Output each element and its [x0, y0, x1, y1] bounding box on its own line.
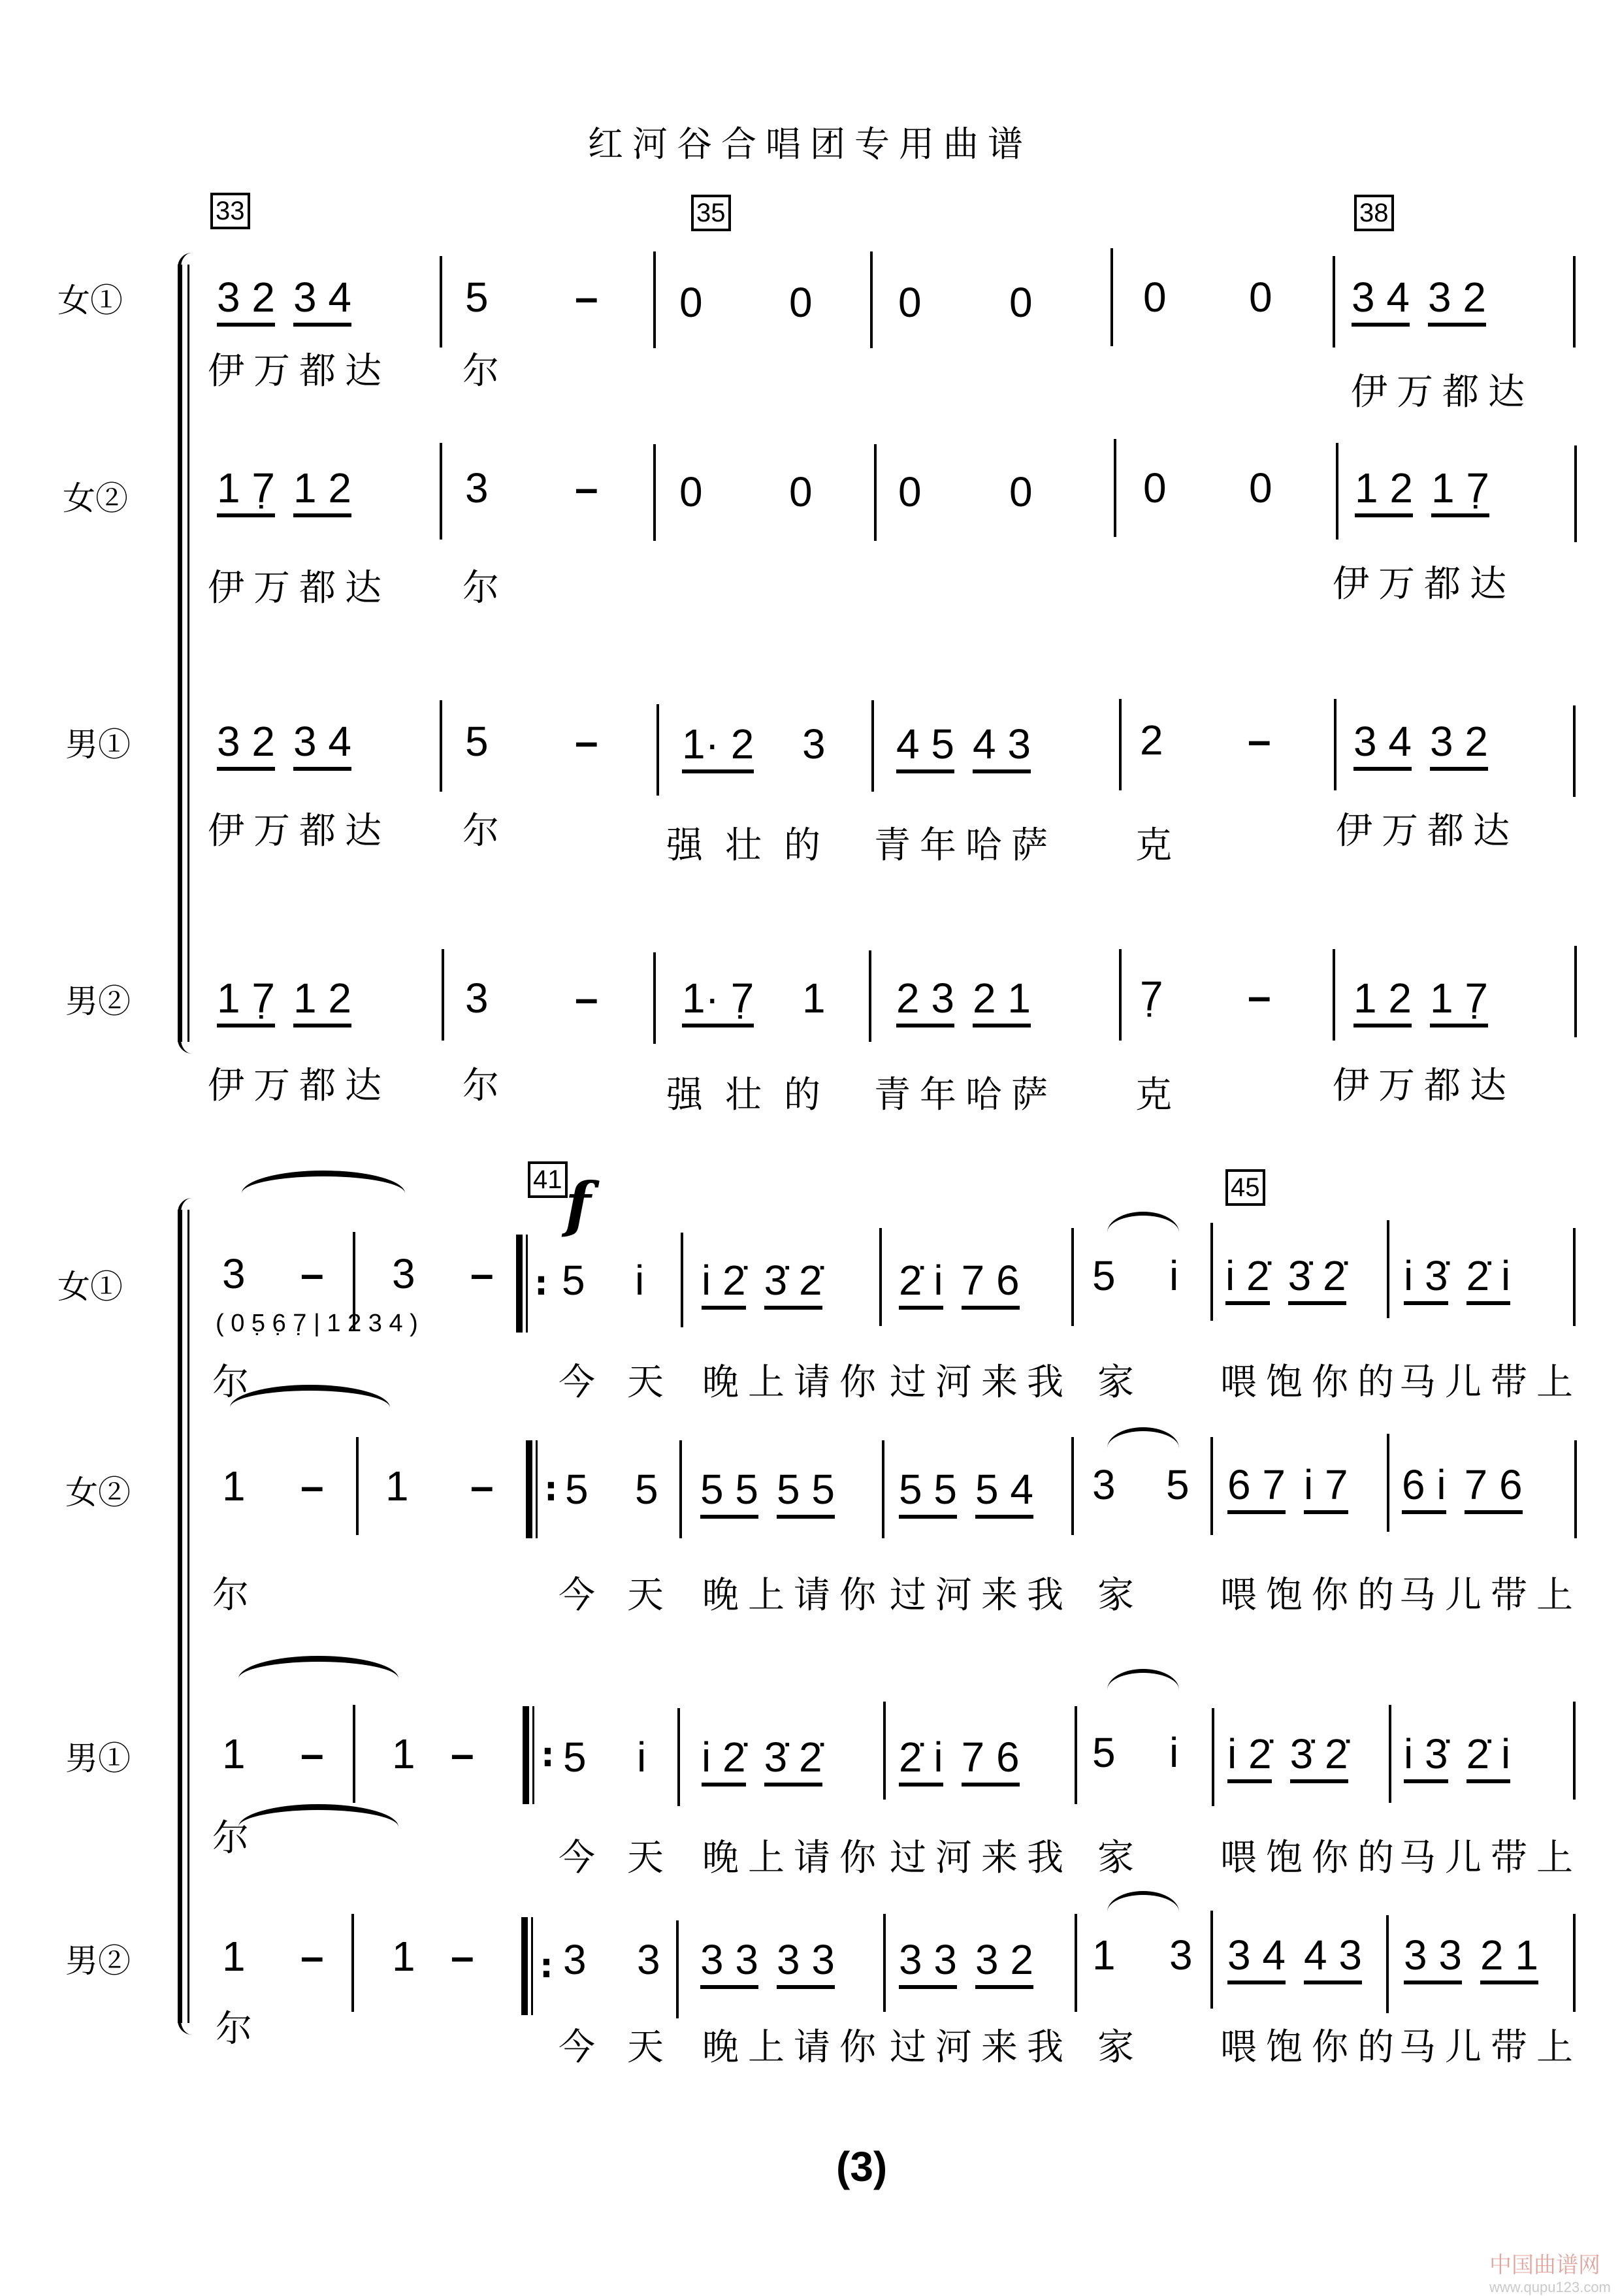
barline	[1573, 256, 1576, 348]
barline	[1574, 946, 1577, 1037]
dotted-notes: 1· 2	[682, 720, 754, 768]
beamed-notes: 3 4	[1227, 1932, 1286, 1979]
beamed-notes: 7 6	[961, 1257, 1020, 1304]
measure-42	[692, 1734, 832, 1787]
note: 7̣	[1140, 973, 1163, 1020]
lyric: 天	[627, 1574, 673, 1617]
note: 5	[1092, 1252, 1116, 1299]
repeat-start: :	[523, 1706, 540, 1804]
dash: –	[470, 1250, 494, 1297]
lyric: 尔	[462, 350, 508, 393]
barline	[1573, 1914, 1576, 2012]
measure-43	[890, 1937, 1043, 1989]
beamed-notes: 3 4	[1352, 274, 1410, 321]
system-bracket	[178, 265, 189, 1042]
note: 1	[222, 1933, 246, 1980]
barline	[882, 1440, 884, 1538]
barline	[1212, 1708, 1214, 1806]
accompaniment-figure: ( 0 5̣ 6̣ 7̣ | 1 2 3 4 )	[216, 1310, 418, 1337]
beamed-notes: 3 2	[1429, 718, 1488, 765]
beamed-notes: i 2̇	[702, 1734, 746, 1781]
lyric: 喂饱你的	[1220, 2026, 1403, 2069]
note: 1	[222, 1730, 246, 1777]
beamed-notes: 4 5	[896, 720, 954, 768]
measure-number-35: 35	[691, 195, 731, 231]
dotted-notes: 1· 7̣	[682, 975, 754, 1022]
lyric: 尔	[212, 1361, 258, 1404]
barline	[1387, 1220, 1389, 1318]
barline	[1333, 949, 1335, 1041]
beamed-notes: 3̇ 2̇	[764, 1257, 822, 1304]
barline	[442, 949, 444, 1041]
measure-46	[1395, 1731, 1519, 1783]
lyric: 家	[1097, 1574, 1143, 1617]
barline	[679, 1440, 682, 1538]
barline	[1071, 1437, 1074, 1535]
lyric: 家	[1097, 2026, 1143, 2069]
tie	[238, 1804, 398, 1827]
beamed-notes: 3 2	[975, 1936, 1033, 1983]
lyric: 家	[1097, 1361, 1143, 1404]
measure-45	[1218, 1932, 1371, 1984]
note: 1	[802, 975, 826, 1022]
lyric: 尔	[462, 567, 508, 609]
measure-38	[1344, 719, 1497, 771]
barline	[353, 1705, 355, 1803]
measure-46	[1395, 1932, 1547, 1984]
measure-43	[890, 1257, 1029, 1310]
barline	[1574, 1440, 1577, 1538]
barline	[653, 251, 656, 348]
measure-33	[208, 975, 361, 1027]
fermata	[1107, 1427, 1179, 1448]
beamed-notes: 2̇ i	[899, 1257, 943, 1304]
note: 3	[392, 1250, 415, 1297]
note: 3	[1092, 1461, 1116, 1508]
barline	[1075, 1706, 1077, 1804]
measure-43	[890, 1466, 1043, 1519]
measure-38	[1344, 975, 1497, 1027]
barline	[1119, 699, 1122, 790]
rest: 0	[789, 279, 813, 326]
part-label-soprano1: 女①	[57, 1268, 123, 1306]
barline	[883, 1702, 886, 1800]
measure-42	[692, 1257, 832, 1310]
dash: –	[575, 718, 598, 765]
measure-33	[208, 274, 361, 327]
beamed-notes: i 3̇	[1404, 1730, 1448, 1777]
note: 1	[222, 1463, 246, 1510]
measure-46	[1393, 1462, 1532, 1514]
barline	[1387, 1434, 1389, 1532]
rest: 0	[789, 468, 813, 515]
lyric: 马儿带上	[1399, 1361, 1582, 1404]
barline	[874, 444, 877, 541]
barline	[1071, 1228, 1074, 1326]
dash: –	[575, 975, 598, 1022]
barline	[1573, 1702, 1576, 1800]
tie	[238, 1656, 398, 1679]
beamed-notes: 1 2	[293, 975, 351, 1022]
barline	[1336, 443, 1338, 540]
beamed-notes: 1 2	[1353, 975, 1412, 1022]
barline	[1114, 439, 1116, 537]
measure-46	[1395, 1253, 1519, 1305]
barline	[1333, 256, 1335, 348]
lyric: 喂饱你的	[1220, 1837, 1403, 1879]
rest: 0	[1143, 464, 1167, 511]
lyric: 尔	[216, 2008, 261, 2050]
measure-number-41: 41	[528, 1161, 568, 1198]
measure-number-33: 33	[210, 193, 250, 229]
page-title: 红河谷合唱团专用曲谱	[588, 123, 1032, 165]
lyric: 青年哈萨	[874, 824, 1057, 867]
lyric: 伊万都达	[208, 350, 391, 393]
beamed-notes: 3 3	[700, 1936, 758, 1983]
beamed-notes: 2 1	[1480, 1932, 1538, 1979]
rest: 0	[679, 468, 703, 515]
lyric: 过河来我	[890, 1361, 1073, 1404]
lyric: 今	[559, 2026, 604, 2069]
measure-33	[208, 465, 361, 517]
measure-43	[890, 1734, 1029, 1787]
beamed-notes: 1 7̣	[217, 975, 275, 1022]
beamed-notes: i 3̇	[1404, 1252, 1448, 1299]
lyric: 伊万都达	[1351, 371, 1534, 413]
note: 3	[465, 975, 489, 1022]
part-label-tenor1: 男①	[65, 726, 131, 764]
note: i	[635, 1257, 645, 1304]
rest: 0	[1249, 464, 1272, 511]
note: 5	[635, 1466, 658, 1513]
lyric: 过河来我	[890, 2026, 1073, 2069]
barline	[1119, 949, 1122, 1041]
dash: –	[1248, 717, 1271, 764]
beamed-notes: 3 3	[1404, 1932, 1462, 1979]
note: 5	[1092, 1729, 1116, 1776]
rest: 0	[898, 468, 922, 515]
barline	[676, 1920, 679, 2018]
note: 5	[562, 1257, 585, 1304]
dash: –	[451, 1933, 474, 1980]
dash: –	[300, 1250, 324, 1297]
rest: 0	[1143, 274, 1167, 321]
rest: 0	[679, 279, 703, 326]
beamed-notes: 3 3	[776, 1936, 835, 1983]
lyric: 晚上请你	[702, 2026, 885, 2069]
dash: –	[575, 274, 598, 321]
measure-number-45: 45	[1225, 1169, 1265, 1206]
lyric: 天	[627, 1837, 673, 1879]
watermark-url: www.qupu123.com	[1489, 2279, 1611, 2295]
beamed-notes: 3 2	[217, 718, 275, 765]
lyric: 尔	[462, 1065, 508, 1107]
beamed-notes: 3̇ 2̇	[1289, 1730, 1348, 1777]
lyric: 马儿带上	[1399, 1837, 1582, 1879]
beamed-notes: 7 6	[961, 1734, 1020, 1781]
beamed-notes: 5 4	[975, 1466, 1033, 1513]
dash: –	[300, 1933, 324, 1980]
page-number: (3)	[836, 2143, 888, 2190]
barline	[1210, 1223, 1213, 1321]
part-label-tenor2: 男②	[65, 982, 131, 1020]
lyric: 今	[559, 1361, 604, 1404]
beamed-notes: 5 5	[700, 1466, 758, 1513]
note: 3	[465, 464, 489, 511]
beamed-notes: 3 4	[293, 718, 351, 765]
measure-45	[1218, 1462, 1357, 1514]
barline	[869, 950, 871, 1042]
part-label-soprano1: 女①	[57, 282, 123, 319]
barline	[1210, 1911, 1213, 2009]
measure-number-38: 38	[1354, 195, 1394, 231]
measure-36	[887, 721, 1040, 773]
barline	[870, 251, 873, 348]
measure-38	[1346, 465, 1498, 517]
lyric: 伊万都达	[208, 810, 391, 852]
lyric: 今	[559, 1574, 604, 1617]
beamed-notes: 1 7̣	[1429, 975, 1488, 1022]
barline	[356, 1437, 359, 1535]
rest: 0	[1009, 468, 1033, 515]
fermata	[1107, 1212, 1179, 1233]
beamed-notes: 1 7̣	[217, 464, 275, 511]
barline	[440, 443, 442, 540]
barline	[677, 1708, 680, 1806]
rest: 0	[1249, 274, 1272, 321]
dash: –	[470, 1463, 494, 1510]
repeat-start: :	[526, 1440, 543, 1538]
dynamic-forte: f	[565, 1169, 591, 1240]
beamed-notes: 2 1	[972, 975, 1031, 1022]
beamed-notes: 3̇ 2̇	[764, 1734, 822, 1781]
repeat-start: :	[516, 1235, 533, 1333]
note: 2	[1140, 717, 1163, 764]
measure-45	[1216, 1253, 1355, 1305]
note: 5	[563, 1734, 587, 1781]
beamed-notes: i 7	[1303, 1461, 1348, 1508]
lyric: 强壮的	[666, 1074, 843, 1116]
barline	[1075, 1914, 1077, 2012]
barline	[1573, 705, 1576, 797]
measure-38	[1342, 274, 1495, 327]
watermark-logo	[1489, 2247, 1611, 2296]
lyric: 晚上请你	[702, 1361, 885, 1404]
barline	[440, 256, 442, 348]
measure-35	[673, 975, 763, 1027]
barline	[656, 704, 659, 796]
beamed-notes: 3 3	[899, 1936, 957, 1983]
lyric: 马儿带上	[1399, 1574, 1582, 1617]
watermark-text: 中国曲谱网	[1489, 2252, 1600, 2278]
measure-35	[673, 721, 763, 773]
beamed-notes: 7 6	[1464, 1461, 1523, 1508]
note: 5	[465, 274, 489, 321]
system-bracket	[178, 1210, 189, 2023]
lyric: 伊万都达	[208, 1065, 391, 1107]
note: 3	[1169, 1932, 1193, 1979]
barline	[1573, 1228, 1576, 1326]
note: i	[1169, 1252, 1179, 1299]
lyric: 过河来我	[890, 1837, 1073, 1879]
measure-33	[208, 719, 361, 771]
note: 5	[565, 1466, 589, 1513]
barline	[1386, 1915, 1389, 2013]
part-label-soprano2: 女②	[63, 479, 128, 517]
beamed-notes: 6 7	[1227, 1461, 1286, 1508]
lyric: 喂饱你的	[1220, 1574, 1403, 1617]
lyric: 克	[1135, 824, 1181, 867]
note: 3	[637, 1936, 660, 1983]
dash: –	[575, 464, 598, 511]
dash: –	[300, 1730, 324, 1777]
lyric: 今	[559, 1837, 604, 1879]
tie	[242, 1171, 405, 1193]
lyric: 伊万都达	[1336, 810, 1519, 852]
part-label-soprano2: 女②	[65, 1474, 131, 1512]
lyric: 尔	[212, 1574, 258, 1617]
fermata	[1107, 1891, 1179, 1912]
barline	[653, 952, 656, 1044]
beamed-notes: 5 5	[899, 1466, 957, 1513]
note: 3	[563, 1936, 587, 1983]
beamed-notes: 5 5	[776, 1466, 835, 1513]
note: i	[1169, 1729, 1179, 1776]
lyric: 尔	[212, 1817, 258, 1860]
note: 1	[385, 1463, 409, 1510]
barline	[1334, 699, 1336, 790]
barline	[1389, 1705, 1391, 1803]
barline	[653, 444, 656, 541]
repeat-start: :	[521, 1917, 538, 2015]
lyric: 青年哈萨	[874, 1074, 1057, 1116]
lyric: 伊万都达	[1333, 563, 1515, 606]
barline	[883, 1914, 886, 2012]
measure-45	[1218, 1731, 1357, 1783]
barline	[871, 700, 874, 792]
note: i	[637, 1734, 647, 1781]
beamed-notes: 3 2	[1427, 274, 1486, 321]
barline	[1110, 248, 1113, 346]
lyric: 晚上请你	[702, 1837, 885, 1879]
beamed-notes: i 2̇	[1225, 1252, 1270, 1299]
beamed-notes: 1 7̣	[1431, 464, 1489, 511]
note: 3	[802, 720, 826, 768]
note: 1	[392, 1933, 415, 1980]
beamed-notes: 1 2	[1355, 464, 1413, 511]
lyric: 家	[1097, 1837, 1143, 1879]
measure-42	[691, 1937, 844, 1989]
beamed-notes: 2 3	[896, 975, 954, 1022]
barline	[440, 700, 442, 792]
beamed-notes: 2̇ i	[1466, 1252, 1511, 1299]
beamed-notes: 3 2	[217, 274, 275, 321]
note: 5	[465, 718, 489, 765]
lyric: 天	[627, 2026, 673, 2069]
lyric: 伊万都达	[1333, 1065, 1515, 1107]
barline	[1210, 1437, 1213, 1535]
part-label-tenor1: 男①	[65, 1739, 131, 1777]
barline	[1574, 445, 1577, 542]
lyric: 天	[627, 1361, 673, 1404]
lyric: 过河来我	[890, 1574, 1073, 1617]
lyric: 尔	[462, 810, 508, 852]
beamed-notes: 3̇ 2̇	[1288, 1252, 1346, 1299]
lyric: 克	[1135, 1074, 1181, 1116]
lyric: 强壮的	[666, 824, 843, 867]
measure-36	[887, 975, 1040, 1027]
beamed-notes: i 2̇	[1227, 1730, 1272, 1777]
dash: –	[1248, 973, 1271, 1020]
beamed-notes: 4 3	[972, 720, 1031, 768]
beamed-notes: 1 2	[293, 464, 351, 511]
beamed-notes: i 2̇	[702, 1257, 746, 1304]
dash: –	[451, 1730, 474, 1777]
barline	[879, 1228, 882, 1326]
dash: –	[300, 1463, 324, 1510]
lyric: 伊万都达	[208, 567, 391, 609]
part-label-tenor2: 男②	[65, 1942, 131, 1980]
measure-42	[691, 1466, 844, 1519]
note: 5	[1166, 1461, 1190, 1508]
lyric: 马儿带上	[1399, 2026, 1582, 2069]
beamed-notes: 3 4	[293, 274, 351, 321]
beamed-notes: 6 i	[1402, 1461, 1446, 1508]
beamed-notes: 4 3	[1303, 1932, 1362, 1979]
note: 1	[392, 1730, 415, 1777]
note: 1	[1092, 1932, 1116, 1979]
barline	[351, 1914, 354, 2012]
beamed-notes: 2̇ i	[1466, 1730, 1511, 1777]
beamed-notes: 3 4	[1353, 718, 1412, 765]
fermata	[1107, 1669, 1179, 1690]
barline	[681, 1233, 683, 1327]
note: 3	[222, 1250, 246, 1297]
rest: 0	[1009, 279, 1033, 326]
lyric: 晚上请你	[702, 1574, 885, 1617]
rest: 0	[898, 279, 922, 326]
lyric: 喂饱你的	[1220, 1361, 1403, 1404]
beamed-notes: 2̇ i	[899, 1734, 943, 1781]
